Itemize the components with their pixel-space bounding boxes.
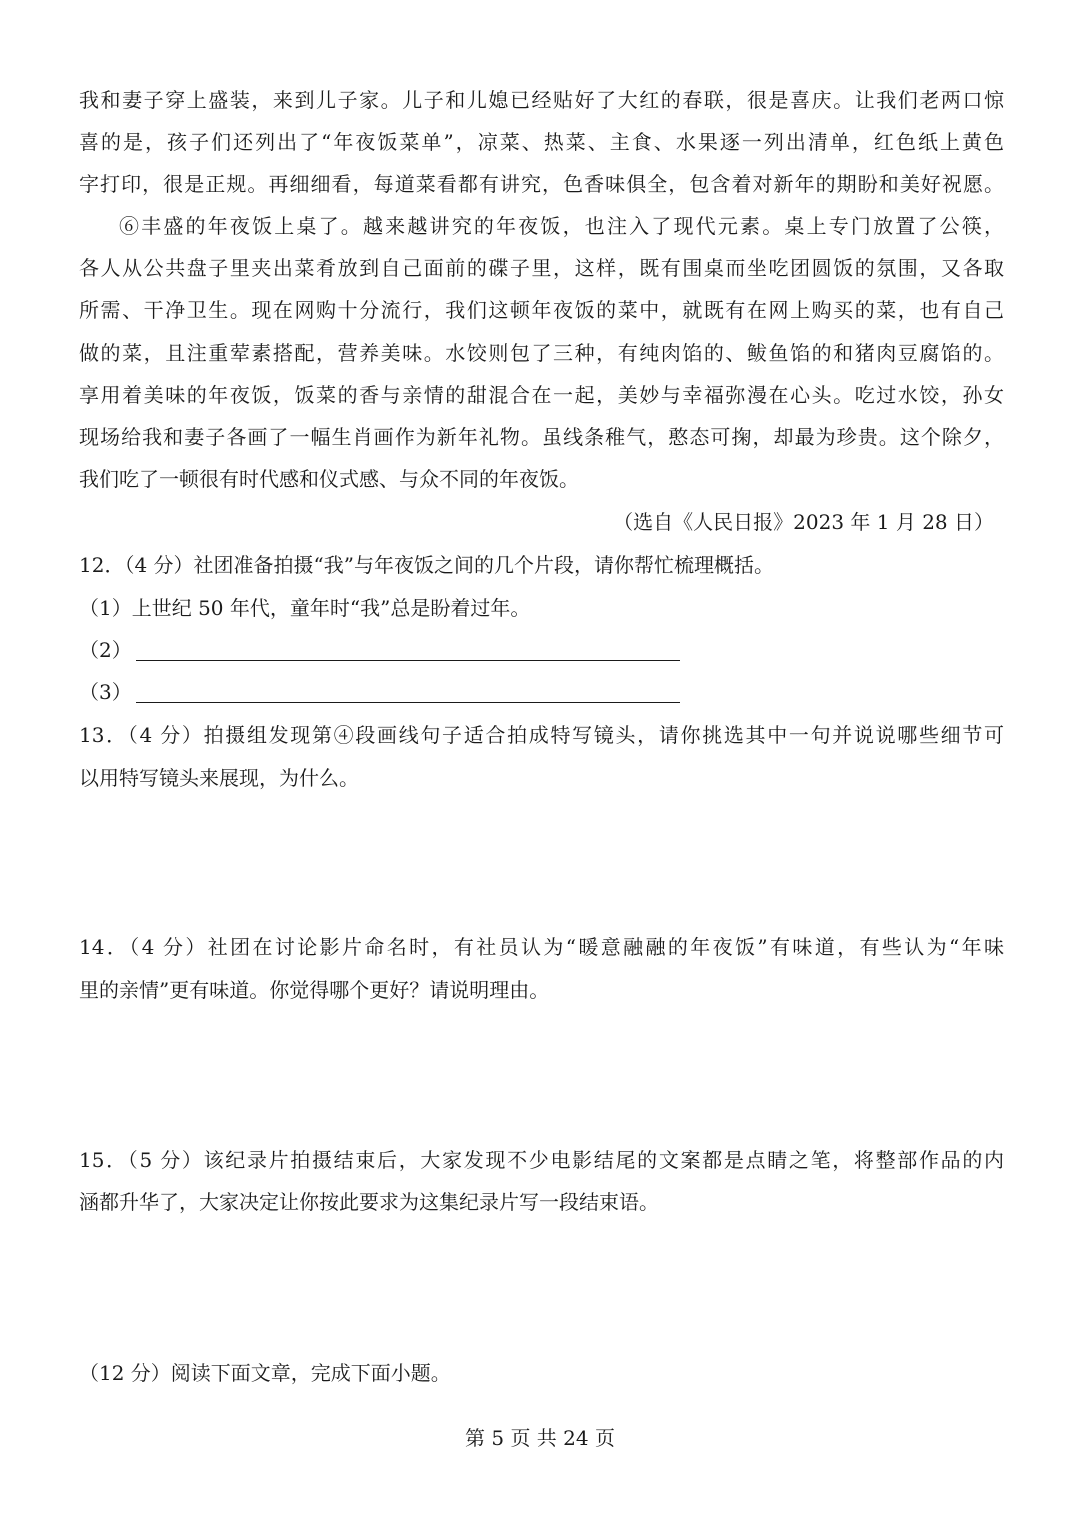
passage-para5-line-3: 字打印，很是正规。再细细看，每道菜看都有讲究，色香味俱全，包含着对新年的期盼和美好祝愿。 [79, 172, 1004, 196]
passage-para6-line-2: 各人从公共盘子里夹出菜肴放到自己面前的碟子里，这样，既有围桌而坐吃团圆饭的氛围，又各取 [79, 256, 1004, 280]
question-15-line-1: 15．（5 分）该纪录片拍摄结束后，大家发现不少电影结尾的文案都是点睛之笔，将整部作品的内 [79, 1148, 1004, 1172]
passage-para6-line-4: 做的菜，且注重荤素搭配，营养美味。水饺则包了三种，有纯肉馅的、鲅鱼馅的和猪肉豆腐馅的。 [79, 341, 1004, 365]
passage-para5-line-2: 喜的是，孩子们还列出了“年夜饭菜单”，凉菜、热菜、主食、水果逐一列出清单，红色纸上黄色 [79, 130, 1004, 154]
question-12-stem: 12．（4 分）社团准备拍摄“我”与年夜饭之间的几个片段，请你帮忙梳理概括。 [79, 553, 774, 577]
question-12-item-3-label: （3） [79, 680, 132, 704]
passage-source: （选自《人民日报》2023 年 1 月 28 日） [613, 510, 994, 534]
question-12-item-3 [79, 678, 680, 706]
question-13-line-1: 13．（4 分）拍摄组发现第④段画线句子适合拍成特写镜头，请你挑选其中一句并说说哪些细节可 [79, 723, 1004, 747]
question-12-item-1: （1）上世纪 50 年代，童年时“我”总是盼着过年。 [79, 596, 531, 620]
passage-para6-line-6: 现场给我和妻子各画了一幅生肖画作为新年礼物。虽线条稚气，憨态可掬，却最为珍贵。这个除夕， [79, 425, 1004, 449]
next-section-heading: （12 分）阅读下面文章，完成下面小题。 [79, 1361, 451, 1385]
passage-para5-line-1: 我和妻子穿上盛装，来到儿子家。儿子和儿媳已经贴好了大红的春联，很是喜庆。让我们老两口惊 [79, 88, 1004, 112]
question-12-answer-blank-3[interactable] [136, 682, 680, 703]
question-12-item-2-label: （2） [79, 638, 132, 662]
question-15-line-2: 涵都升华了，大家决定让你按此要求为这集纪录片写一段结束语。 [79, 1190, 659, 1214]
page-number-footer: 第 5 页 共 24 页 [465, 1426, 615, 1450]
passage-para6-line-3: 所需、干净卫生。现在网购十分流行，我们这顿年夜饭的菜中，就既有在网上购买的菜，也有自己 [79, 298, 1004, 322]
question-12-item-2 [79, 636, 680, 664]
question-14-line-1: 14．（4 分）社团在讨论影片命名时，有社员认为“暖意融融的年夜饭”有味道，有些认为“年味 [79, 935, 1004, 959]
passage-para6-line-1: ⑥丰盛的年夜饭上桌了。越来越讲究的年夜饭，也注入了现代元素。桌上专门放置了公筷， [119, 214, 1004, 238]
question-14-line-2: 里的亲情”更有味道。你觉得哪个更好？请说明理由。 [79, 978, 550, 1002]
passage-para6-line-5: 享用着美味的年夜饭，饭菜的香与亲情的甜混合在一起，美妙与幸福弥漫在心头。吃过水饺，孙女 [79, 383, 1004, 407]
question-12-answer-blank-2[interactable] [136, 640, 680, 661]
passage-para6-line-7: 我们吃了一顿很有时代感和仪式感、与众不同的年夜饭。 [79, 467, 579, 491]
question-13-line-2: 以用特写镜头来展现，为什么。 [79, 766, 359, 790]
